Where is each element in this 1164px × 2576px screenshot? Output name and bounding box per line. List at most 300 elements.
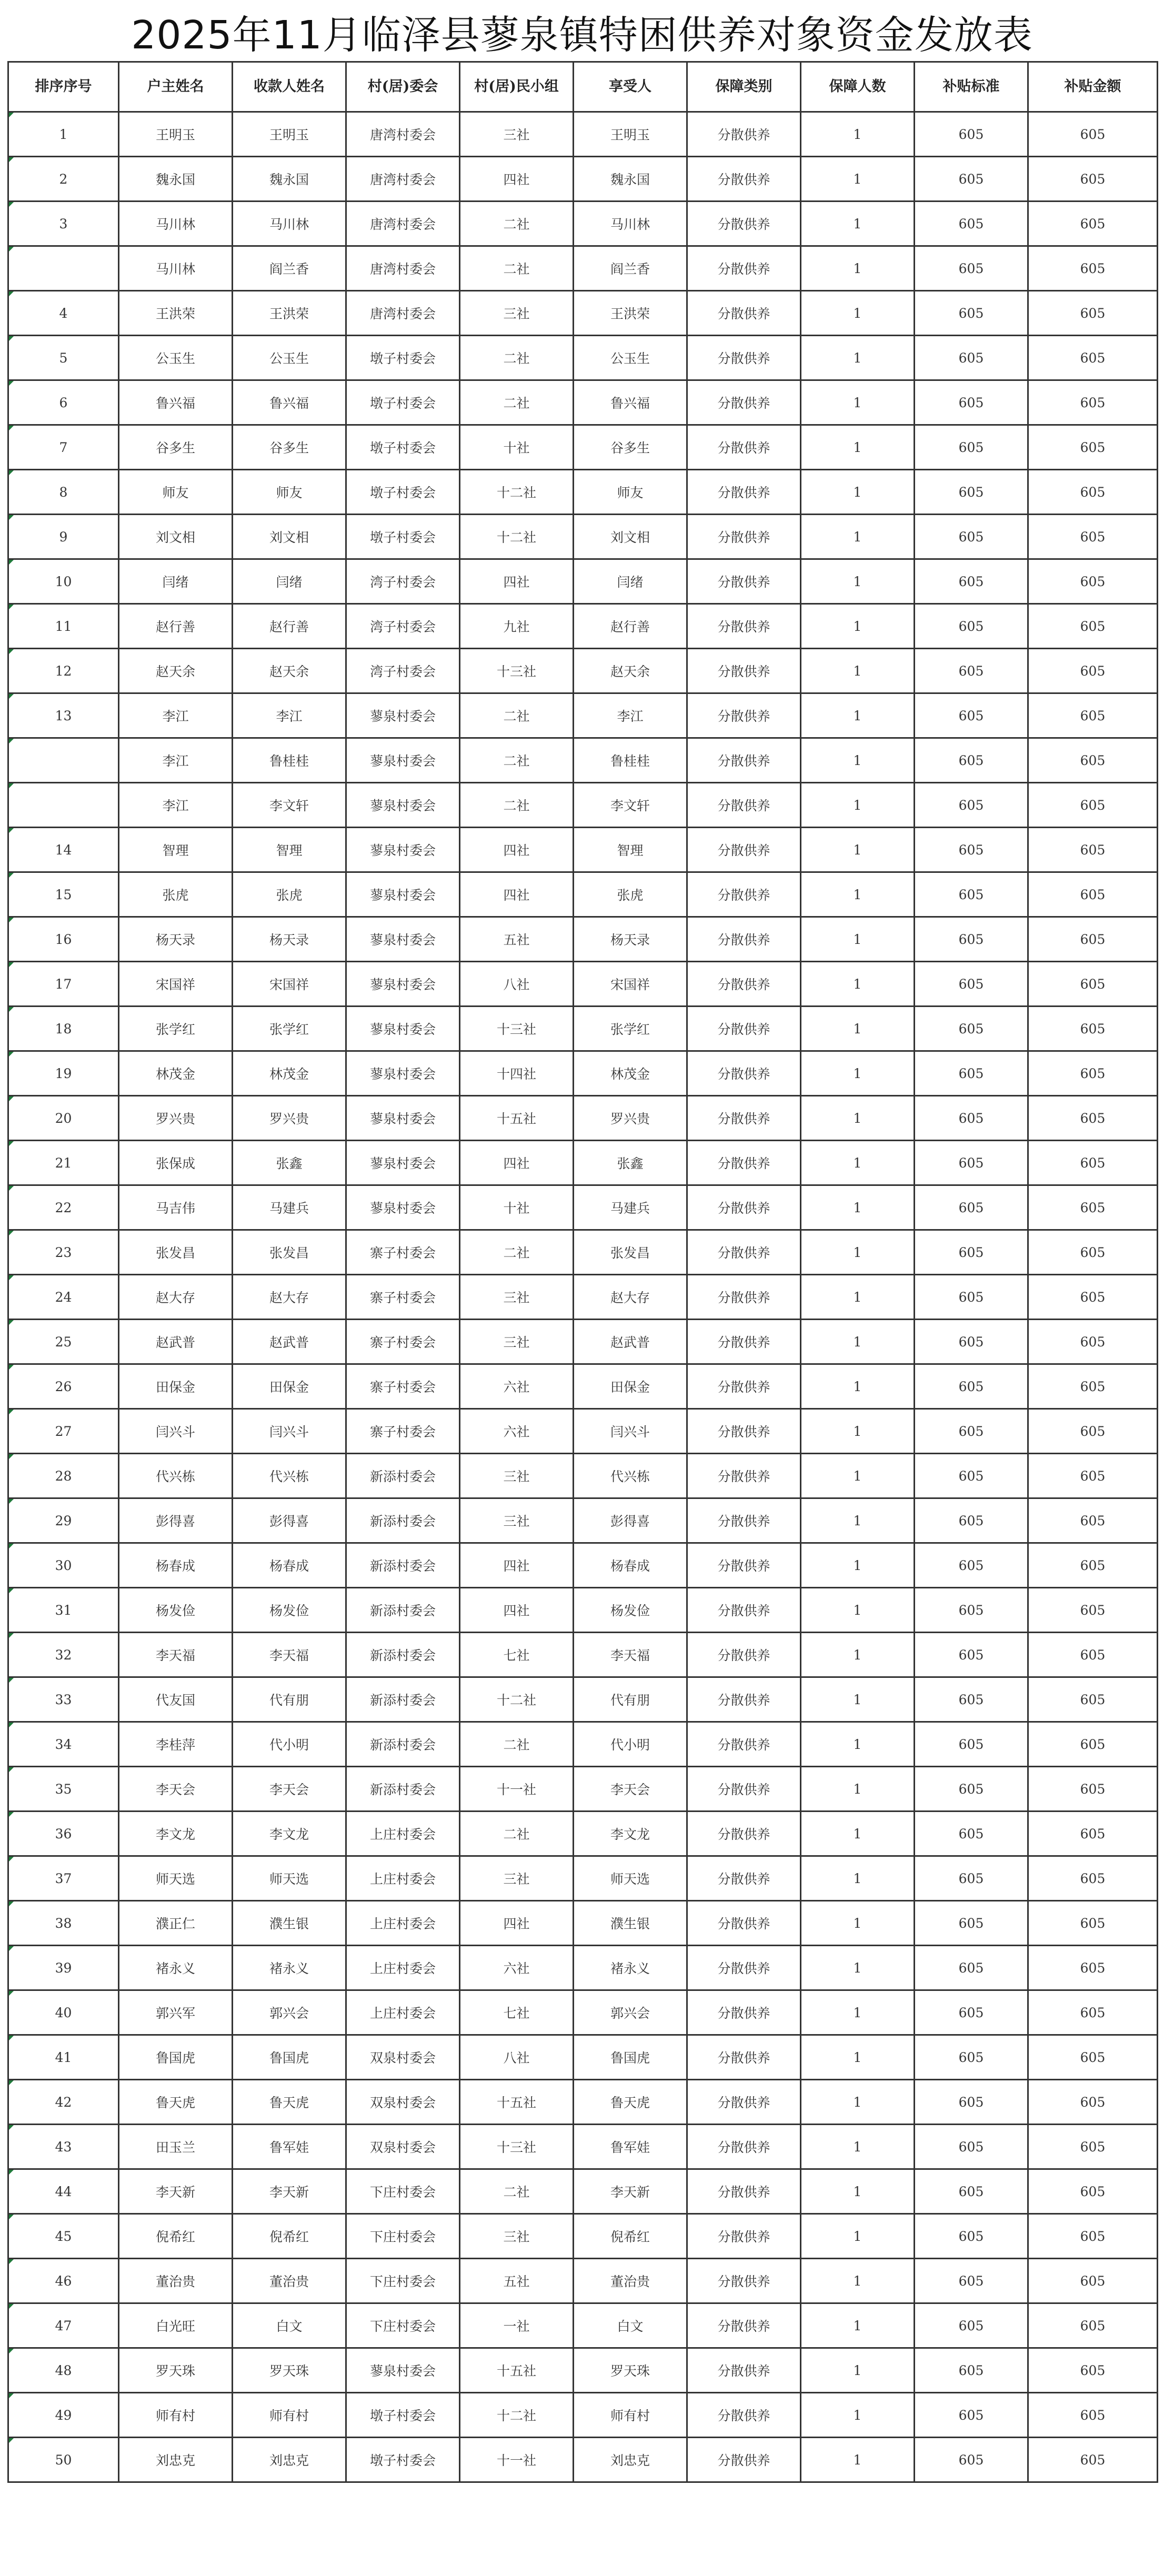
col-household-head-cell: 杨春成 [119, 1543, 233, 1588]
col-count-cell: 1 [801, 1812, 915, 1856]
col-count-cell: 1 [801, 1722, 915, 1767]
col-beneficiary-cell: 宋国祥 [574, 962, 687, 1007]
col-count-cell: 1 [801, 1454, 915, 1498]
col-household-head-cell: 李江 [119, 738, 233, 783]
col-category-cell: 分散供养 [687, 1543, 801, 1588]
col-village-committee-cell: 墩子村委会 [346, 470, 460, 515]
col-standard-cell: 605 [915, 1543, 1028, 1588]
col-beneficiary-cell: 鲁天虎 [574, 2080, 687, 2125]
col-village-committee-cell: 蓼泉村委会 [346, 2348, 460, 2393]
col-category-cell: 分散供养 [687, 1096, 801, 1141]
col-villager-group-cell: 四社 [460, 1141, 574, 1185]
col-beneficiary-cell: 马建兵 [574, 1185, 687, 1230]
col-standard-cell: 605 [915, 1990, 1028, 2035]
col-category-cell: 分散供养 [687, 112, 801, 157]
col-standard-cell: 605 [915, 1856, 1028, 1901]
col-village-committee-cell: 墩子村委会 [346, 2393, 460, 2438]
col-category-cell: 分散供养 [687, 917, 801, 962]
col-standard-cell: 605 [915, 1677, 1028, 1722]
cell-text: 34 [55, 1736, 72, 1752]
col-amount-cell: 605 [1028, 1096, 1158, 1141]
col-amount-cell: 605 [1028, 828, 1158, 872]
col-amount-cell: 605 [1028, 1185, 1158, 1230]
col-villager-group-cell: 二社 [460, 2169, 574, 2214]
cell-text: 2 [59, 171, 68, 187]
col-seq-cell [8, 649, 119, 693]
col-count-cell: 1 [801, 962, 915, 1007]
table-row [8, 1901, 1158, 1946]
col-household-head-cell: 马川林 [119, 246, 233, 291]
col-villager-group-cell: 二社 [460, 1722, 574, 1767]
col-household-head-cell: 罗兴贵 [119, 1096, 233, 1141]
cell-text: 30 [55, 1557, 72, 1573]
col-payee-cell: 郭兴会 [233, 1990, 346, 2035]
col-beneficiary-cell: 罗兴贵 [574, 1096, 687, 1141]
col-standard-cell: 605 [915, 336, 1028, 380]
col-payee-cell: 李江 [233, 693, 346, 738]
col-beneficiary-cell: 董治贵 [574, 2259, 687, 2303]
col-count-cell: 1 [801, 738, 915, 783]
col-amount-cell: 605 [1028, 1946, 1158, 1990]
col-beneficiary-cell: 张鑫 [574, 1141, 687, 1185]
col-payee-cell: 智理 [233, 828, 346, 872]
table-row [8, 2348, 1158, 2393]
col-category-cell: 分散供养 [687, 2393, 801, 2438]
col-payee-cell: 鲁国虎 [233, 2035, 346, 2080]
col-seq-cell [8, 202, 119, 246]
col-villager-group-cell: 三社 [460, 1498, 574, 1543]
col-category-cell: 分散供养 [687, 1901, 801, 1946]
col-standard-cell: 605 [915, 1633, 1028, 1677]
col-village-committee-cell: 下庄村委会 [346, 2214, 460, 2259]
col-villager-group-cell: 三社 [460, 1275, 574, 1320]
col-amount-cell: 605 [1028, 738, 1158, 783]
col-household-head-cell: 倪希红 [119, 2214, 233, 2259]
col-amount-cell: 605 [1028, 470, 1158, 515]
table-row [8, 2438, 1158, 2482]
cell-text: 46 [55, 2273, 72, 2289]
col-category-cell: 分散供养 [687, 1141, 801, 1185]
table-row [8, 1946, 1158, 1990]
col-count-cell: 1 [801, 783, 915, 828]
col-standard-cell: 605 [915, 425, 1028, 470]
col-amount-cell: 605 [1028, 336, 1158, 380]
cell-marker-icon [9, 739, 14, 743]
col-seq-cell [8, 604, 119, 649]
header-col-village-committee: 村(居)委会 [346, 62, 460, 112]
table-row [8, 604, 1158, 649]
col-villager-group-cell: 一社 [460, 2303, 574, 2348]
table-row [8, 2259, 1158, 2303]
cell-text: 27 [55, 1423, 72, 1439]
col-beneficiary-cell: 褚永义 [574, 1946, 687, 1990]
col-seq-cell [8, 1409, 119, 1454]
cell-marker-icon [9, 1812, 14, 1817]
col-villager-group-cell: 十五社 [460, 2348, 574, 2393]
col-household-head-cell: 濮正仁 [119, 1901, 233, 1946]
col-beneficiary-cell: 王洪荣 [574, 291, 687, 336]
col-beneficiary-cell: 刘忠克 [574, 2438, 687, 2482]
table-row [8, 1812, 1158, 1856]
col-payee-cell: 鲁天虎 [233, 2080, 346, 2125]
cell-text: 49 [55, 2407, 72, 2423]
col-category-cell: 分散供养 [687, 1454, 801, 1498]
table-row [8, 1856, 1158, 1901]
col-standard-cell: 605 [915, 1096, 1028, 1141]
col-standard-cell: 605 [915, 2303, 1028, 2348]
col-standard-cell: 605 [915, 380, 1028, 425]
table-row [8, 1543, 1158, 1588]
col-standard-cell: 605 [915, 1051, 1028, 1096]
col-household-head-cell: 李江 [119, 783, 233, 828]
cell-text: 18 [55, 1021, 72, 1037]
col-count-cell: 1 [801, 2080, 915, 2125]
col-villager-group-cell: 二社 [460, 1812, 574, 1856]
col-standard-cell: 605 [915, 1498, 1028, 1543]
col-payee-cell: 马建兵 [233, 1185, 346, 1230]
col-count-cell: 1 [801, 1185, 915, 1230]
col-household-head-cell: 赵大存 [119, 1275, 233, 1320]
table-row [8, 291, 1158, 336]
col-village-committee-cell: 寨子村委会 [346, 1409, 460, 1454]
col-village-committee-cell: 唐湾村委会 [346, 157, 460, 202]
col-seq-cell [8, 1856, 119, 1901]
col-count-cell: 1 [801, 649, 915, 693]
cell-text: 36 [55, 1826, 72, 1842]
col-category-cell: 分散供养 [687, 2303, 801, 2348]
col-village-committee-cell: 墩子村委会 [346, 2438, 460, 2482]
col-household-head-cell: 张发昌 [119, 1230, 233, 1275]
header-col-household-head: 户主姓名 [119, 62, 233, 112]
col-seq-cell [8, 425, 119, 470]
table-row [8, 1767, 1158, 1812]
col-amount-cell: 605 [1028, 1990, 1158, 2035]
col-village-committee-cell: 双泉村委会 [346, 2035, 460, 2080]
col-amount-cell: 605 [1028, 1722, 1158, 1767]
col-category-cell: 分散供养 [687, 2125, 801, 2169]
table-row [8, 2214, 1158, 2259]
col-category-cell: 分散供养 [687, 1677, 801, 1722]
cell-marker-icon [9, 1633, 14, 1638]
col-standard-cell: 605 [915, 738, 1028, 783]
col-payee-cell: 张虎 [233, 872, 346, 917]
col-villager-group-cell: 三社 [460, 1320, 574, 1364]
col-count-cell: 1 [801, 1633, 915, 1677]
col-standard-cell: 605 [915, 649, 1028, 693]
col-standard-cell: 605 [915, 1812, 1028, 1856]
table-row [8, 649, 1158, 693]
col-beneficiary-cell: 杨发俭 [574, 1588, 687, 1633]
col-amount-cell: 605 [1028, 1454, 1158, 1498]
col-seq-cell [8, 2214, 119, 2259]
col-payee-cell: 马川林 [233, 202, 346, 246]
cell-marker-icon [9, 1588, 14, 1593]
cell-text: 35 [55, 1781, 72, 1797]
col-payee-cell: 代小明 [233, 1722, 346, 1767]
cell-text: 40 [55, 2005, 72, 2020]
col-village-committee-cell: 蓼泉村委会 [346, 1051, 460, 1096]
col-villager-group-cell: 十社 [460, 425, 574, 470]
col-standard-cell: 605 [915, 1185, 1028, 1230]
col-category-cell: 分散供养 [687, 202, 801, 246]
col-village-committee-cell: 墩子村委会 [346, 336, 460, 380]
col-villager-group-cell: 十三社 [460, 649, 574, 693]
col-count-cell: 1 [801, 2393, 915, 2438]
cell-text: 22 [55, 1200, 72, 1215]
col-amount-cell: 605 [1028, 157, 1158, 202]
col-amount-cell: 605 [1028, 1364, 1158, 1409]
col-category-cell: 分散供养 [687, 1320, 801, 1364]
col-payee-cell: 王洪荣 [233, 291, 346, 336]
col-count-cell: 1 [801, 2303, 915, 2348]
cell-text: 5 [59, 350, 68, 366]
col-beneficiary-cell: 鲁国虎 [574, 2035, 687, 2080]
table-row [8, 1364, 1158, 1409]
col-payee-cell: 杨天录 [233, 917, 346, 962]
cell-text: 9 [59, 529, 68, 545]
col-villager-group-cell: 六社 [460, 1946, 574, 1990]
cell-marker-icon [9, 1499, 14, 1504]
cell-marker-icon [9, 247, 14, 251]
table-row [8, 336, 1158, 380]
cell-text: 3 [59, 216, 68, 232]
cell-marker-icon [9, 649, 14, 654]
col-village-committee-cell: 新添村委会 [346, 1454, 460, 1498]
col-beneficiary-cell: 闫兴斗 [574, 1409, 687, 1454]
col-beneficiary-cell: 赵天余 [574, 649, 687, 693]
col-standard-cell: 605 [915, 1901, 1028, 1946]
col-standard-cell: 605 [915, 2259, 1028, 2303]
cell-marker-icon [9, 2170, 14, 2175]
cell-text: 24 [55, 1289, 72, 1305]
col-payee-cell: 赵武普 [233, 1320, 346, 1364]
col-amount-cell: 605 [1028, 380, 1158, 425]
table-row [8, 515, 1158, 559]
col-payee-cell: 魏永国 [233, 157, 346, 202]
cell-text: 26 [55, 1378, 72, 1394]
col-beneficiary-cell: 刘文相 [574, 515, 687, 559]
col-count-cell: 1 [801, 112, 915, 157]
col-standard-cell: 605 [915, 2348, 1028, 2393]
col-household-head-cell: 杨发俭 [119, 1588, 233, 1633]
col-category-cell: 分散供养 [687, 1409, 801, 1454]
col-seq-cell [8, 291, 119, 336]
col-village-committee-cell: 唐湾村委会 [346, 291, 460, 336]
col-village-committee-cell: 蓼泉村委会 [346, 693, 460, 738]
col-village-committee-cell: 新添村委会 [346, 1677, 460, 1722]
col-village-committee-cell: 新添村委会 [346, 1588, 460, 1633]
col-count-cell: 1 [801, 1990, 915, 2035]
col-beneficiary-cell: 李天新 [574, 2169, 687, 2214]
col-village-committee-cell: 寨子村委会 [346, 1275, 460, 1320]
col-villager-group-cell: 十一社 [460, 1767, 574, 1812]
col-beneficiary-cell: 罗天珠 [574, 2348, 687, 2393]
cell-text: 19 [55, 1065, 72, 1081]
cell-text: 37 [55, 1870, 72, 1886]
col-category-cell: 分散供养 [687, 738, 801, 783]
col-count-cell: 1 [801, 2125, 915, 2169]
col-villager-group-cell: 十三社 [460, 2125, 574, 2169]
col-villager-group-cell: 十二社 [460, 2393, 574, 2438]
col-villager-group-cell: 二社 [460, 202, 574, 246]
col-beneficiary-cell: 杨春成 [574, 1543, 687, 1588]
col-category-cell: 分散供养 [687, 2348, 801, 2393]
cell-marker-icon [9, 1365, 14, 1370]
col-amount-cell: 605 [1028, 1633, 1158, 1677]
col-standard-cell: 605 [915, 1141, 1028, 1185]
cell-marker-icon [9, 560, 14, 565]
col-household-head-cell: 杨天录 [119, 917, 233, 962]
col-category-cell: 分散供养 [687, 425, 801, 470]
col-beneficiary-cell: 张发昌 [574, 1230, 687, 1275]
col-payee-cell: 田保金 [233, 1364, 346, 1409]
table-row [8, 783, 1158, 828]
col-beneficiary-cell: 彭得喜 [574, 1498, 687, 1543]
col-beneficiary-cell: 赵行善 [574, 604, 687, 649]
col-village-committee-cell: 蓼泉村委会 [346, 917, 460, 962]
col-household-head-cell: 李文龙 [119, 1812, 233, 1856]
col-amount-cell: 605 [1028, 962, 1158, 1007]
col-seq-cell [8, 1722, 119, 1767]
cell-marker-icon [9, 1544, 14, 1548]
cell-marker-icon [9, 2349, 14, 2353]
table-row [8, 1185, 1158, 1230]
col-amount-cell: 605 [1028, 2169, 1158, 2214]
cell-text: 39 [55, 1960, 72, 1976]
col-beneficiary-cell: 魏永国 [574, 157, 687, 202]
col-payee-cell: 王明玉 [233, 112, 346, 157]
header-col-payee: 收款人姓名 [233, 62, 346, 112]
col-household-head-cell: 张学红 [119, 1007, 233, 1051]
cell-text: 13 [55, 708, 72, 723]
col-count-cell: 1 [801, 1007, 915, 1051]
col-category-cell: 分散供养 [687, 693, 801, 738]
cell-text: 41 [55, 2049, 72, 2065]
cell-text: 42 [55, 2094, 72, 2110]
cell-text: 10 [55, 573, 72, 589]
table-row [8, 1633, 1158, 1677]
col-count-cell: 1 [801, 559, 915, 604]
col-category-cell: 分散供养 [687, 1722, 801, 1767]
col-household-head-cell: 刘文相 [119, 515, 233, 559]
col-household-head-cell: 白光旺 [119, 2303, 233, 2348]
col-village-committee-cell: 蓼泉村委会 [346, 872, 460, 917]
col-village-committee-cell: 墩子村委会 [346, 380, 460, 425]
cell-text: 6 [59, 395, 68, 410]
col-payee-cell: 代兴栋 [233, 1454, 346, 1498]
col-standard-cell: 605 [915, 872, 1028, 917]
cell-marker-icon [9, 2215, 14, 2219]
col-payee-cell: 罗天珠 [233, 2348, 346, 2393]
col-standard-cell: 605 [915, 1275, 1028, 1320]
col-amount-cell: 605 [1028, 2259, 1158, 2303]
col-villager-group-cell: 十五社 [460, 2080, 574, 2125]
col-beneficiary-cell: 张学红 [574, 1007, 687, 1051]
col-village-committee-cell: 唐湾村委会 [346, 246, 460, 291]
col-beneficiary-cell: 鲁兴福 [574, 380, 687, 425]
col-villager-group-cell: 五社 [460, 2259, 574, 2303]
col-seq-cell [8, 1185, 119, 1230]
col-seq-cell [8, 1543, 119, 1588]
col-payee-cell: 赵大存 [233, 1275, 346, 1320]
cell-text: 17 [55, 976, 72, 992]
col-amount-cell: 605 [1028, 1409, 1158, 1454]
col-villager-group-cell: 三社 [460, 291, 574, 336]
col-seq-cell [8, 1946, 119, 1990]
cell-marker-icon [9, 694, 14, 699]
col-payee-cell: 倪希红 [233, 2214, 346, 2259]
col-payee-cell: 李天福 [233, 1633, 346, 1677]
col-amount-cell: 605 [1028, 1543, 1158, 1588]
table-row [8, 1275, 1158, 1320]
col-amount-cell: 605 [1028, 246, 1158, 291]
cell-marker-icon [9, 1946, 14, 1951]
col-villager-group-cell: 十五社 [460, 1096, 574, 1141]
col-payee-cell: 李天新 [233, 2169, 346, 2214]
col-villager-group-cell: 十社 [460, 1185, 574, 1230]
col-beneficiary-cell: 鲁军娃 [574, 2125, 687, 2169]
cell-marker-icon [9, 157, 14, 162]
col-standard-cell: 605 [915, 2438, 1028, 2482]
col-count-cell: 1 [801, 2214, 915, 2259]
col-amount-cell: 605 [1028, 917, 1158, 962]
col-household-head-cell: 智理 [119, 828, 233, 872]
col-household-head-cell: 张虎 [119, 872, 233, 917]
col-standard-cell: 605 [915, 1454, 1028, 1498]
col-amount-cell: 605 [1028, 2438, 1158, 2482]
col-payee-cell: 师有村 [233, 2393, 346, 2438]
col-villager-group-cell: 三社 [460, 2214, 574, 2259]
col-payee-cell: 赵天余 [233, 649, 346, 693]
col-household-head-cell: 公玉生 [119, 336, 233, 380]
col-villager-group-cell: 十三社 [460, 1007, 574, 1051]
col-seq-cell [8, 515, 119, 559]
col-count-cell: 1 [801, 1364, 915, 1409]
col-category-cell: 分散供养 [687, 1230, 801, 1275]
cell-text: 20 [55, 1110, 72, 1126]
col-household-head-cell: 彭得喜 [119, 1498, 233, 1543]
col-household-head-cell: 师有村 [119, 2393, 233, 2438]
col-payee-cell: 师天选 [233, 1856, 346, 1901]
cell-marker-icon [9, 1320, 14, 1325]
col-count-cell: 1 [801, 872, 915, 917]
col-amount-cell: 605 [1028, 2348, 1158, 2393]
col-category-cell: 分散供养 [687, 872, 801, 917]
col-beneficiary-cell: 王明玉 [574, 112, 687, 157]
col-beneficiary-cell: 公玉生 [574, 336, 687, 380]
col-seq-cell [8, 1320, 119, 1364]
table-row [8, 1096, 1158, 1141]
col-villager-group-cell: 七社 [460, 1633, 574, 1677]
col-amount-cell: 605 [1028, 2035, 1158, 2080]
col-village-committee-cell: 上庄村委会 [346, 1812, 460, 1856]
col-standard-cell: 605 [915, 2125, 1028, 2169]
col-standard-cell: 605 [915, 693, 1028, 738]
col-amount-cell: 605 [1028, 1856, 1158, 1901]
col-count-cell: 1 [801, 202, 915, 246]
cell-marker-icon [9, 202, 14, 207]
cell-marker-icon [9, 1186, 14, 1191]
col-count-cell: 1 [801, 1901, 915, 1946]
table-row [8, 1677, 1158, 1722]
table-body [8, 112, 1158, 2482]
col-villager-group-cell: 六社 [460, 1364, 574, 1409]
col-payee-cell: 濮生银 [233, 1901, 346, 1946]
col-amount-cell: 605 [1028, 202, 1158, 246]
col-standard-cell: 605 [915, 515, 1028, 559]
col-village-committee-cell: 寨子村委会 [346, 1230, 460, 1275]
col-count-cell: 1 [801, 246, 915, 291]
